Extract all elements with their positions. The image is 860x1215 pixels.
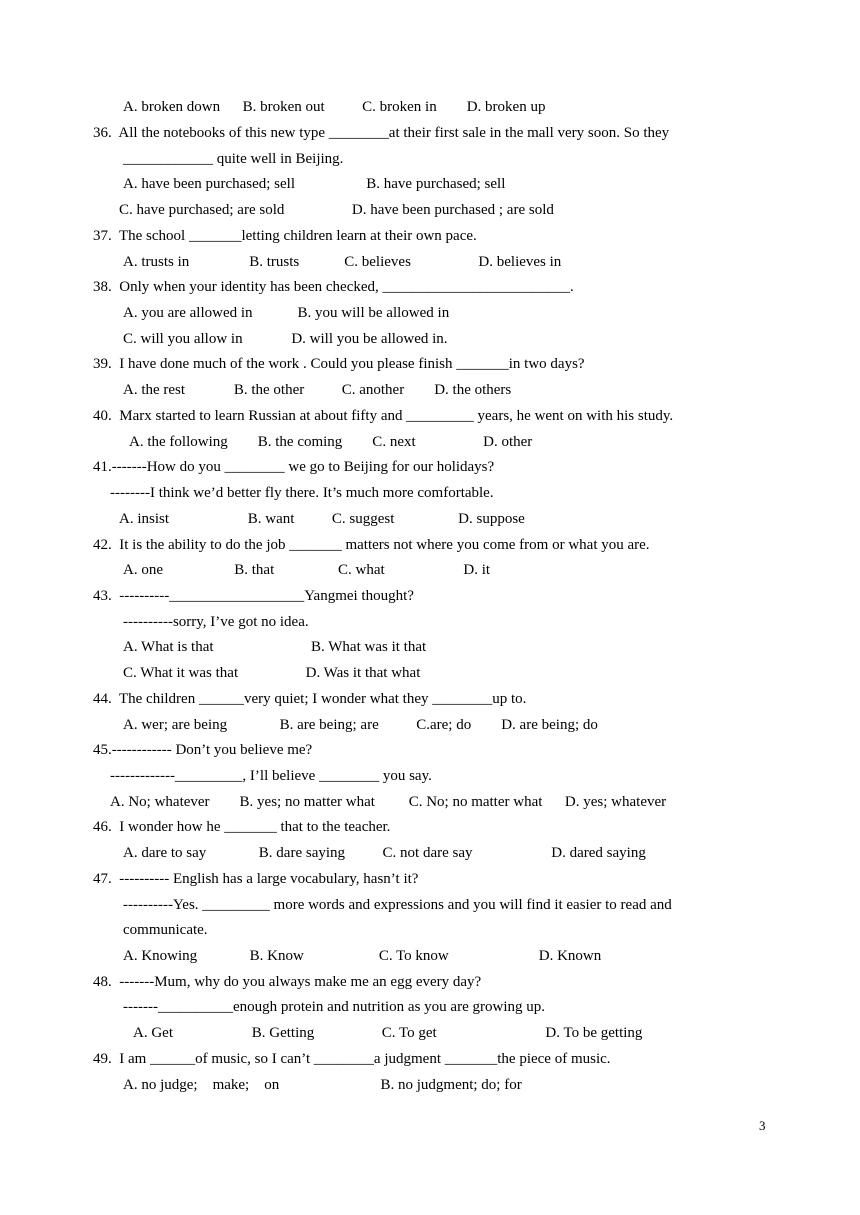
question-41-reply: --------I think we’d better fly there. It’s much more comfortable. [110, 485, 494, 501]
question-36-cont: ____________ quite well in Beijing. [123, 151, 344, 167]
question-48-reply: -------__________enough protein and nutrition as you are growing up. [123, 999, 545, 1015]
question-45-reply: -------------_________, I’ll believe ________ you say. [110, 768, 432, 784]
question-43-reply: ----------sorry, I’ve got no idea. [123, 614, 309, 630]
question-47-reply: ----------Yes. _________ more words and expressions and you will find it easier to read and [123, 897, 672, 913]
options-36-ab: A. have been purchased; sell B. have purchased; sell [123, 176, 506, 192]
question-36: 36. All the notebooks of this new type ________at their first sale in the mall very soon. So they [93, 125, 670, 141]
options-48: A. Get B. Getting C. To get D. To be getting [133, 1025, 643, 1041]
question-49: 49. I am ______of music, so I can’t ________a judgment _______the piece of music. [93, 1051, 611, 1067]
options-46: A. dare to say B. dare saying C. not dare say D. dared saying [123, 845, 646, 861]
question-38: 38. Only when your identity has been checked, _________________________. [93, 279, 574, 295]
question-37: 37. The school _______letting children learn at their own pace. [93, 228, 477, 244]
question-39: 39. I have done much of the work . Could you please finish _______in two days? [93, 356, 585, 372]
options-38-cd: C. will you allow in D. will you be allowed in. [123, 331, 448, 347]
question-42: 42. It is the ability to do the job _______ matters not where you come from or what you are. [93, 537, 650, 553]
options-44: A. wer; are being B. are being; are C.are; do D. are being; do [123, 717, 598, 733]
question-41: 41.-------How do you ________ we go to Beijing for our holidays? [93, 459, 495, 475]
options-49: A. no judge; make; on B. no judgment; do; for [123, 1077, 522, 1093]
options-35: A. broken down B. broken out C. broken in D. broken up [123, 99, 546, 115]
question-48: 48. -------Mum, why do you always make me an egg every day? [93, 974, 482, 990]
options-36-cd: C. have purchased; are sold D. have been purchased ; are sold [119, 202, 554, 218]
options-45: A. No; whatever B. yes; no matter what C. No; no matter what D. yes; whatever [110, 794, 667, 810]
question-43: 43. ----------__________________Yangmei thought? [93, 588, 414, 604]
question-44: 44. The children ______very quiet; I wonder what they ________up to. [93, 691, 527, 707]
question-40: 40. Marx started to learn Russian at about fifty and _________ years, he went on with his study. [93, 408, 674, 424]
options-43-ab: A. What is that B. What was it that [123, 639, 427, 655]
page-number: 3 [759, 1118, 766, 1133]
options-42: A. one B. that C. what D. it [123, 562, 491, 578]
options-38-ab: A. you are allowed in B. you will be allowed in [123, 305, 450, 321]
options-40: A. the following B. the coming C. next D. other [129, 434, 533, 450]
question-46: 46. I wonder how he _______ that to the teacher. [93, 819, 391, 835]
options-43-cd: C. What it was that D. Was it that what [123, 665, 421, 681]
question-47: 47. ---------- English has a large vocabulary, hasn’t it? [93, 871, 419, 887]
options-37: A. trusts in B. trusts C. believes D. believes in [123, 254, 562, 270]
options-39: A. the rest B. the other C. another D. the others [123, 382, 512, 398]
question-47-reply-cont: communicate. [123, 922, 208, 938]
options-41: A. insist B. want C. suggest D. suppose [119, 511, 525, 527]
question-45: 45.------------ Don’t you believe me? [93, 742, 313, 758]
options-47: A. Knowing B. Know C. To know D. Known [123, 948, 602, 964]
